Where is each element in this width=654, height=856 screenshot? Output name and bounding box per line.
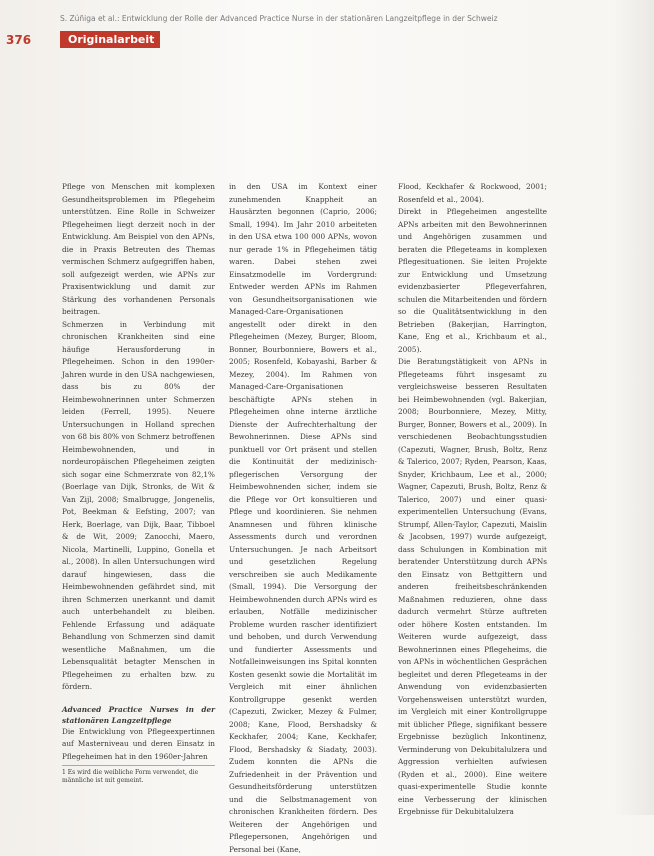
paragraph: Flood, Keckhafer & Rockwood, 2001; Rosenfeld et al., 2004). bbox=[398, 182, 547, 204]
paragraph: Die Entwicklung von Pflegeexpertinnen auf Masterniveau und deren Einsatz in Pflegeheimen hat in den 1960er-Jahren bbox=[62, 726, 215, 761]
paragraph: Schmerzen in Verbindung mit chronischen Krankheiten sind eine häufige Herausforderung in Pflegeheimen. Schon in den 1990er-Jahren wurde in den USA nachgewiesen, dass bis zu 80% der Heimbewohnerinnen unter Schmerzen leiden (Ferrell, 1995). Neuere Untersuchungen in Holland sprechen von 68 bis 80% von Schmerz betroffenen Heimbewohnenden, und in nordeuropäischen Pflegeheimen zeigten sich sogar eine Schmerzrate von 82,1% (Boerlage van Dijk, Stronks, de Wit & Van Zijl, 2008; Smalbrugge, Jongenelis, Pot, Beekman & Eefsting, 2007; van Herk, Boerlage, van Dijk, Baar, Tibboel & de Wit, 2009; Zanocchi, Maero, Nicola, Martinelli, Luppino, Gonella et al., 2008). In allen Untersuchungen wird darauf hingewiesen, dass die Heimbewohnenden gefährdet sind, mit ihren Schmerzen unerkannt und damit auch unterbehandelt zu bleiben. Fehlende Erfassung und adäquate Behandlung von Schmerzen sind damit wesentliche Maßnahmen, um die Lebensqualität betagter Menschen in Pflegeheimen zu erhalten bzw. zu fördern. bbox=[62, 319, 215, 691]
text-column-3 bbox=[398, 181, 547, 819]
page-number: 376 bbox=[6, 33, 32, 47]
section-label: Originalarbeit bbox=[60, 31, 160, 48]
paragraph: Direkt in Pflegeheimen angestellte APNs arbeiten mit den Bewohnerinnen und Angehörigen zusammen und beraten die Pflegeteams in komplexen Pflegesituationen. Sie leiten Projekte zur Entwicklung und Umsetzung evidenzbasierter Pflegeverfahren, schulen die Mitarbeitenden und fördern so die Qualitätsentwicklung in den Betrieben (Bakerjian, Harrington, Kane, Eng et al., Krichbaum et al., 2005). bbox=[398, 207, 547, 354]
paragraph: Pflege von Menschen mit komplexen Gesundheitsproblemen im Pflegeheim unterstützen. Eine Rolle in Schweizer Pflegeheimen liegt derzeit noch in der Entwicklung. Am Beispiel von den APNs, die in Praxis Betreuten des Themas vermischen Schmerz aufgegriffen haben, soll aufgezeigt werden, wie APNs zur Praxisentwicklung und damit zur Stärkung des vorhandenen Personals beitragen. bbox=[62, 182, 215, 316]
paragraph: in den USA im Kontext einer zunehmenden Knappheit an Hausärzten begonnen (Caprio, 2006; Small, 1994). Im Jahr 2010 arbeiteten in den USA etwa 100 000 APNs, wovon nur gerade 1% in Pflegeheimen tätig waren. Dabei stehen zwei Einsatzmodelle im Vordergrund: Entweder werden APNs im Rahmen von Gesundheitsorganisationen wie Managed-Care-Organisationen angestellt oder direkt in den Pflegeheimen (Mezey, Burger, Bloom, Bonner, Bourbonniere, Bowers et al., 2005; Rosenfeld, Kobayashi, Barber & Mezey, 2004). Im Rahmen von Managed-Care-Organisationen beschäftigte APNs stehen in Pflegeheimen ohne interne ärztliche Dienste der Aufrechterhaltung der Bewohnerinnen. Diese APNs sind punktuell vor Ort präsent und stellen die Kontinuität der medizinisch-pflegerischen Versorgung der Heimbewohnenden sicher, indem sie die Pflege vor Ort konsultieren und Pflege und koordinieren. Sie nehmen Anamnesen und führen klinische Assessments durch und verordnen Untersuchungen. Je nach Arbeitsort und gesetzlichen Regelung verschreiben sie auch Medikamente (Small, 1994). Die Versorgung der Heimbewohnenden durch APNs wird es erlauben, Notfälle medizinischer Probleme wurden rascher identifiziert und behoben, und durch Verwendung und fundierter Assessments und Notfalleinweisungen ins Spital konnten Kosten gesenkt sowie die Mortalität im Vergleich mit einer ähnlichen Kontrollgruppe gesenkt werden (Capezuti, Zwicker, Mezey & Fulmer, 2008; Kane, Flood, Bershadsky & Keckhafer, 2004; Kane, Keckhafer, Flood, Bershadsky & Siadaty, 2003). Zudem konnten die APNs die Zufriedenheit in der Prävention und Gesundheitsförderung unterstützen und die Selbstmanagement von chronischen Krankheiten fördern. Des Weiteren der Angehörigen und Pflegepersonen, Angehörigen und Personal bei (Kane, bbox=[229, 182, 377, 854]
footnote: 1 Es wird die weibliche Form verwendet, die männliche ist mit gemeint. bbox=[62, 765, 215, 785]
text-column-1 bbox=[62, 181, 215, 763]
running-head: S. Zúñiga et al.: Entwicklung der Rolle der Advanced Practice Nurse in der stationären Langzeitpflege in der Schweiz bbox=[60, 14, 498, 23]
text-column-2 bbox=[229, 181, 377, 856]
page-fold-shadow bbox=[614, 0, 654, 815]
paragraph: Die Beratungstätigkeit von APNs in Pflegeteams führt insgesamt zu vergleichsweise besseren Resultaten bei Heimbewohnenden (vgl. Bakerjian, 2008; Bourbonniere, Mezey, Mitty, Burger, Bonner, Bowers et al., 2009). In verschiedenen Beobachtungsstudien (Capezuti, Wagner, Brush, Boltz, Renz & Talerico, 2007; Ryden, Pearson, Kaas, Snyder, Krichbaum, Lee et al., 2000; Wagner, Capezuti, Brush, Boltz, Renz & Talerico, 2007) und einer quasi-experimentellen Untersuchung (Evans, Strumpf, Allen-Taylor, Capezuti, Maislin & Jacobsen, 1997) wurde aufgezeigt, dass Schulungen in Kombination mit beratender Unterstützung durch APNs den Einsatz von Bettgittern und anderen freiheitsbeschränkenden Maßnahmen reduzieren, ohne dass dadurch vermehrt Stürze auftreten oder höhere Kosten entstanden. Im Weiteren wurde aufgezeigt, dass Bewohnerinnen eines Pflegeheims, die von APNs in wöchentlichen Gesprächen begleitet und deren Pflegeteams in der Anwendung von evidenzbasierten Vorgehensweisen unterstützt wurden, im Vergleich mit einer Kontrollgruppe mit üblicher Pflege, signifikant bessere Ergebnisse bezüglich Inkontinenz, Verminderung von Dekubitalulzera und Aggression verhielten aufwiesen (Ryden et al., 2000). Eine weitere quasi-experimentelle Studie konnte eine Verbesserung der klinischen Ergebnisse für Dekubitalulzera bbox=[398, 357, 547, 816]
subheading: Advanced Practice Nurses in der stationären Langzeitpflege bbox=[62, 704, 215, 725]
